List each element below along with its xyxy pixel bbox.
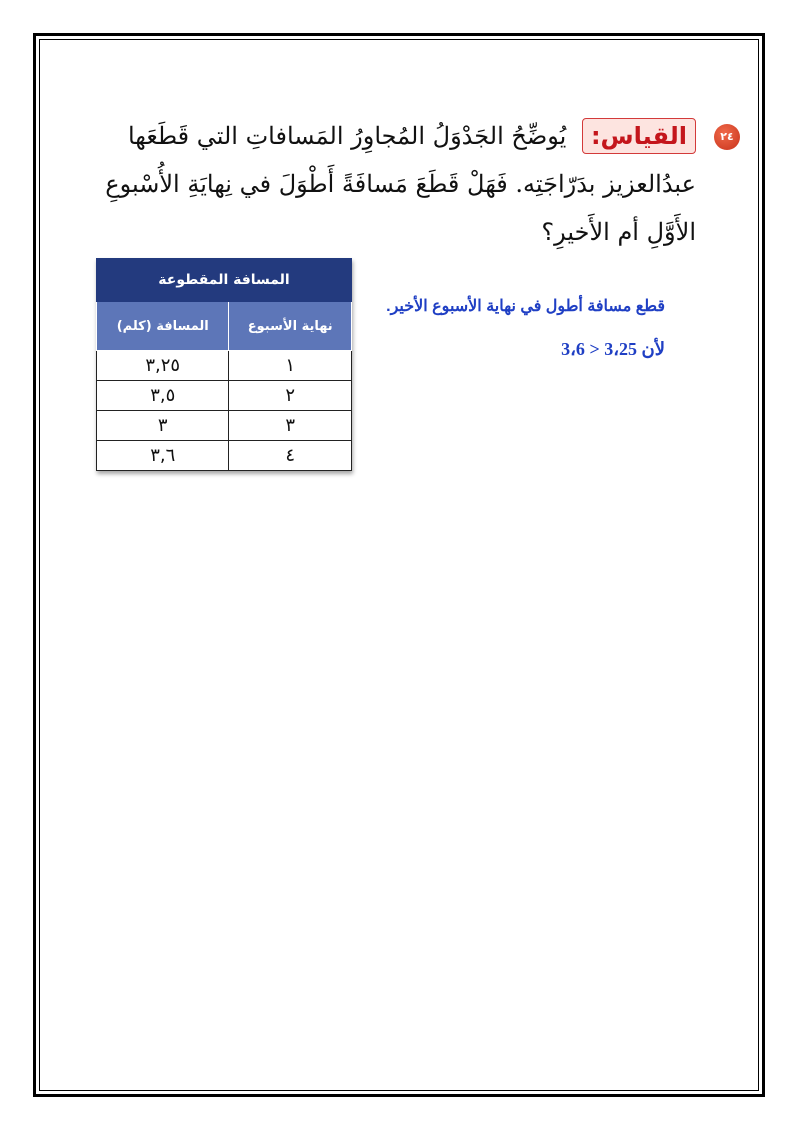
table-row xyxy=(97,441,352,471)
cell-week: ٣ xyxy=(229,411,352,441)
answer-statement: قطع مسافة أطول في نهاية الأسبوع الأخير. xyxy=(386,298,665,315)
table-title: المسافة المقطوعة xyxy=(97,259,352,302)
question-body xyxy=(100,112,696,256)
table-row xyxy=(97,351,352,381)
question-block xyxy=(100,112,740,256)
cell-week: ٢ xyxy=(229,381,352,411)
column-header-distance: المسافة (كلم) xyxy=(97,302,229,351)
cell-distance: ٣ xyxy=(97,411,229,441)
table-row xyxy=(97,411,352,441)
column-header-week: نهاية الأسبوع xyxy=(229,302,352,351)
topic-label: القياس: xyxy=(582,118,696,154)
cell-week: ١ xyxy=(229,351,352,381)
question-number-badge: ٢٤ xyxy=(714,124,740,150)
cell-distance: ٣,٥ xyxy=(97,381,229,411)
distance-table xyxy=(96,258,352,471)
answer-reason: لأن 3،25 < 3،6 xyxy=(561,339,665,359)
cell-week: ٤ xyxy=(229,441,352,471)
question-text: يُوضِّحُ الجَدْوَلُ المُجاوِرُ المَسافاتِ التي قَطَعَها عبدُالعزيز بدَرّاجَتِه. فَهَلْ قَطَعَ مَسافَةً أَطْوَلَ في نِهايَةِ الأُسْبوعِ الأَوَّلِ أم الأَخيرِ؟ xyxy=(105,122,696,246)
answer-block xyxy=(380,295,665,361)
cell-distance: ٣,٦ xyxy=(97,441,229,471)
table-row xyxy=(97,381,352,411)
cell-distance: ٣,٢٥ xyxy=(97,351,229,381)
